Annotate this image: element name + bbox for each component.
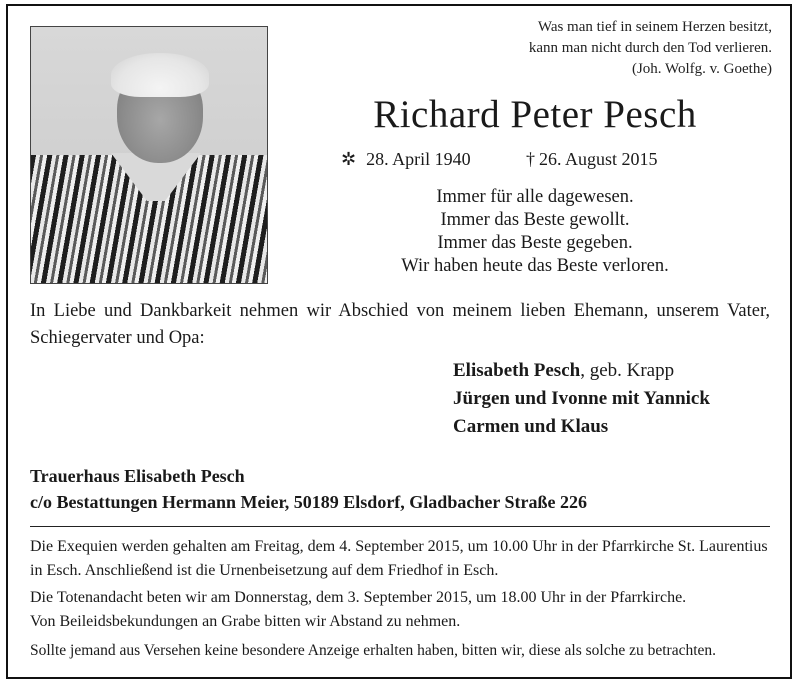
address-line-2: c/o Bestattungen Hermann Meier, 50189 Elsdorf, Gladbacher Straße 226 [30,492,587,512]
service-info [30,535,775,663]
family-line-1 [453,357,710,385]
quote-line-2: kann man nicht durch den Tod verlieren. [528,40,772,56]
quote-author: (Joh. Wolfg. v. Goethe) [631,61,772,77]
spouse-maiden-name: , geb. Krapp [580,360,675,381]
poem-line-2: Immer das Beste gewollt. [440,210,630,230]
family-signatures [453,357,710,441]
mourning-house-address [30,463,587,515]
deceased-name: Richard Peter Pesch [373,93,697,136]
divider [30,526,770,527]
condolence-text: Von Beileidsbekundungen an Grabe bitten wir Abstand zu nehmen. [30,613,461,630]
family-line-3: Carmen und Klaus [453,416,609,437]
family-line-2: Jürgen und Ivonne mit Yannick [453,388,710,409]
poem-line-3: Immer das Beste gegeben. [437,233,633,253]
farewell-intro: In Liebe und Dankbarkeit nehmen wir Abschied von meinem lieben Ehemann, unserem Vater, Schiegervater und Opa: [30,301,770,348]
poem-line-4: Wir haben heute das Beste verloren. [401,256,669,276]
birth-star-icon: ✲ [341,149,357,169]
portrait-photo [30,26,268,284]
death-date: 26. August 2015 [539,149,658,169]
spouse-name: Elisabeth Pesch [453,360,581,381]
birth-date: 28. April 1940 [366,149,471,169]
poem-line-1: Immer für alle dagewesen. [436,187,634,207]
exequien-text: Die Exequien werden gehalten am Freitag, dem 4. September 2015, um 10.00 Uhr in der Pfarrkirche St. Laurentius in Esch. Anschließend ist die Urnenbeisetzung auf dem Friedhof in Esch. [30,538,768,579]
quote-line-1: Was man tief in seinem Herzen besitzt, [537,19,772,35]
birth-date-line [341,149,471,170]
totenandacht-text: Die Totenandacht beten wir am Donnerstag, dem 3. September 2015, um 18.00 Uhr in der Pfarrkirche. [30,589,687,606]
goethe-quote [529,17,772,80]
death-date-line [526,149,658,170]
death-cross-icon: † [526,149,535,169]
poem [280,186,790,278]
notice-text: Sollte jemand aus Versehen keine besondere Anzeige erhalten haben, bitten wir, diese als solche zu betrachten. [30,642,717,659]
address-line-1: Trauerhaus Elisabeth Pesch [30,466,245,486]
